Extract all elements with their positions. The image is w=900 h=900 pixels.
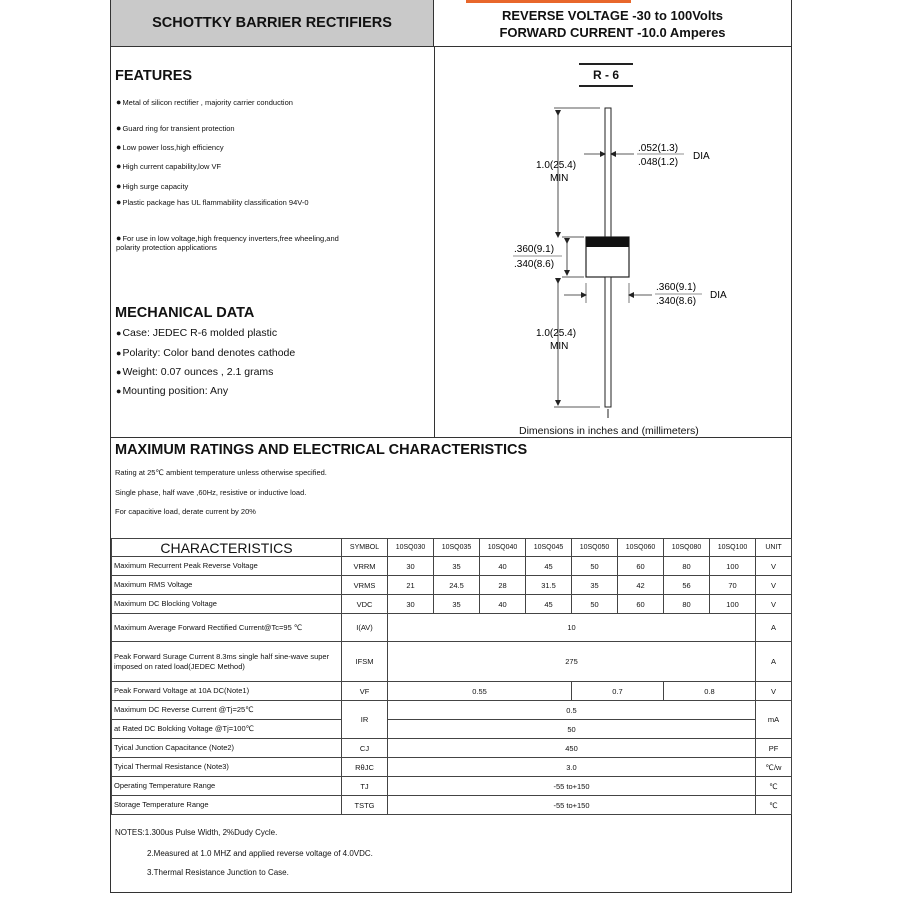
bullet-icon: ● bbox=[116, 161, 122, 171]
rating-note: Rating at 25℃ ambient temperature unless otherwise specified. bbox=[115, 468, 327, 477]
footnote: 3.Thermal Resistance Junction to Case. bbox=[147, 868, 289, 877]
forward-current-summary: FORWARD CURRENT -10.0 Amperes bbox=[499, 25, 726, 40]
bullet-icon: ● bbox=[116, 197, 122, 207]
reverse-voltage-summary: REVERSE VOLTAGE -30 to 100Volts bbox=[501, 8, 724, 23]
mechanical-item: ●Case: JEDEC R-6 molded plastic bbox=[116, 327, 278, 339]
table-row: Maximum Average Forward Rectified Current@Tc=95 ℃ I(AV) 10 A bbox=[112, 614, 792, 642]
lead-dia-min-label: .048(1.2) bbox=[638, 157, 679, 168]
body-length-min-label: .340(8.6) bbox=[514, 259, 555, 270]
dimension-units-note: Dimensions in inches and (millimeters) bbox=[519, 425, 699, 437]
mechanical-item: ●Polarity: Color band denotes cathode bbox=[116, 347, 296, 359]
footnote: 2.Measured at 1.0 MHZ and applied reverse voltage of 4.0VDC. bbox=[147, 849, 373, 858]
features-title: FEATURES bbox=[115, 68, 193, 84]
bullet-icon: ● bbox=[116, 123, 122, 133]
table-row: Storage Temperature Range TSTG -55 to+150 ℃ bbox=[112, 796, 792, 815]
section-divider bbox=[111, 437, 791, 438]
table-row: at Rated DC Bolcking Voltage @Tj=100℃ 50 bbox=[112, 720, 792, 739]
part-header: 10SQ050 bbox=[572, 539, 618, 557]
bottom-lead-length-label: 1.0(25.4) bbox=[536, 328, 577, 339]
feature-item: ●Low power loss,high efficiency bbox=[116, 142, 224, 152]
bullet-icon: ● bbox=[116, 97, 122, 107]
footnote: NOTES:1.300us Pulse Width, 2%Dudy Cycle. bbox=[115, 828, 278, 837]
bullet-icon: ● bbox=[116, 386, 122, 396]
feature-item: ●For use in low voltage,high frequency inverters,free wheeling,and polarity protection applications bbox=[116, 233, 339, 252]
part-header: 10SQ040 bbox=[480, 539, 526, 557]
rating-summary bbox=[434, 0, 791, 47]
table-row: Tyical Thermal Resistance (Note3) RθJC 3.0 ℃/w bbox=[112, 758, 792, 777]
rating-note: For capacitive load, derate current by 20% bbox=[115, 507, 256, 516]
part-header: 10SQ080 bbox=[664, 539, 710, 557]
table-row: Maximum Recurrent Peak Reverse Voltage VRRM 30 35 40 45 50 60 80 100 V bbox=[112, 557, 792, 576]
table-header-row bbox=[112, 539, 792, 557]
body-length-max-label: .360(9.1) bbox=[514, 244, 555, 255]
bullet-icon: ● bbox=[116, 181, 122, 191]
cathode-band bbox=[586, 237, 629, 247]
top-lead-length-label: 1.0(25.4) bbox=[536, 160, 577, 171]
datasheet bbox=[110, 0, 792, 893]
part-header: 10SQ100 bbox=[710, 539, 756, 557]
top-lead-min-label: MIN bbox=[550, 173, 569, 184]
bottom-lead bbox=[605, 277, 611, 407]
part-header: 10SQ035 bbox=[434, 539, 480, 557]
bullet-icon: ● bbox=[116, 233, 122, 243]
table-row: Operating Temperature Range TJ -55 to+150 ℃ bbox=[112, 777, 792, 796]
symbol-header: SYMBOL bbox=[342, 539, 388, 557]
table-row: Maximum DC Reverse Current @Tj=25℃ IR 0.5 mA bbox=[112, 701, 792, 720]
feature-item: ●Metal of silicon rectifier , majority carrier conduction bbox=[116, 97, 293, 107]
part-header: 10SQ060 bbox=[618, 539, 664, 557]
table-row: Maximum RMS Voltage VRMS 21 24.5 28 31.5 35 42 56 70 V bbox=[112, 576, 792, 595]
feature-item: ●Guard ring for transient protection bbox=[116, 123, 235, 133]
characteristics-header: CHARACTERISTICS bbox=[112, 539, 342, 557]
bullet-icon: ● bbox=[116, 142, 122, 152]
bullet-icon: ● bbox=[116, 367, 122, 377]
body-dia-min-label: .340(8.6) bbox=[656, 296, 697, 307]
body-dia-max-label: .360(9.1) bbox=[656, 282, 697, 293]
part-header: 10SQ045 bbox=[526, 539, 572, 557]
feature-item: ●High surge capacity bbox=[116, 181, 189, 191]
lead-dia-label: DIA bbox=[693, 151, 710, 162]
characteristics-table bbox=[111, 538, 792, 815]
mechanical-item: ●Weight: 0.07 ounces , 2.1 grams bbox=[116, 366, 274, 378]
feature-item: ●Plastic package has UL flammability classification 94V-0 bbox=[116, 197, 309, 207]
mechanical-title: MECHANICAL DATA bbox=[115, 305, 255, 321]
part-header: 10SQ030 bbox=[388, 539, 434, 557]
package-outline-drawing bbox=[434, 85, 791, 425]
bottom-lead-min-label: MIN bbox=[550, 341, 569, 352]
body-dia-label: DIA bbox=[710, 290, 727, 301]
top-lead bbox=[605, 108, 611, 238]
ratings-title: MAXIMUM RATINGS AND ELECTRICAL CHARACTERISTICS bbox=[115, 442, 528, 458]
lead-dia-max-label: .052(1.3) bbox=[638, 143, 679, 154]
table-row: Peak Forward Voltage at 10A DC(Note1) VF 0.55 0.7 0.8 V bbox=[112, 682, 792, 701]
feature-item: ●High current capability,low VF bbox=[116, 161, 222, 171]
package-label: R - 6 bbox=[579, 63, 633, 87]
product-family-title: SCHOTTKY BARRIER RECTIFIERS bbox=[111, 0, 434, 47]
mechanical-item: ●Mounting position: Any bbox=[116, 385, 229, 397]
bullet-icon: ● bbox=[116, 328, 122, 338]
table-row: Maximum DC Blocking Voltage VDC 30 35 40 45 50 60 80 100 V bbox=[112, 595, 792, 614]
bullet-icon: ● bbox=[116, 348, 122, 358]
unit-header: UNIT bbox=[756, 539, 792, 557]
table-row: Tyical Junction Capacitance (Note2) CJ 450 PF bbox=[112, 739, 792, 758]
table-row: Peak Forward Surage Current 8.3ms single half sine-wave super imposed on rated load(JEDEC Method) IFSM 275 A bbox=[112, 642, 792, 682]
rating-note: Single phase, half wave ,60Hz, resistive or inductive load. bbox=[115, 488, 307, 497]
